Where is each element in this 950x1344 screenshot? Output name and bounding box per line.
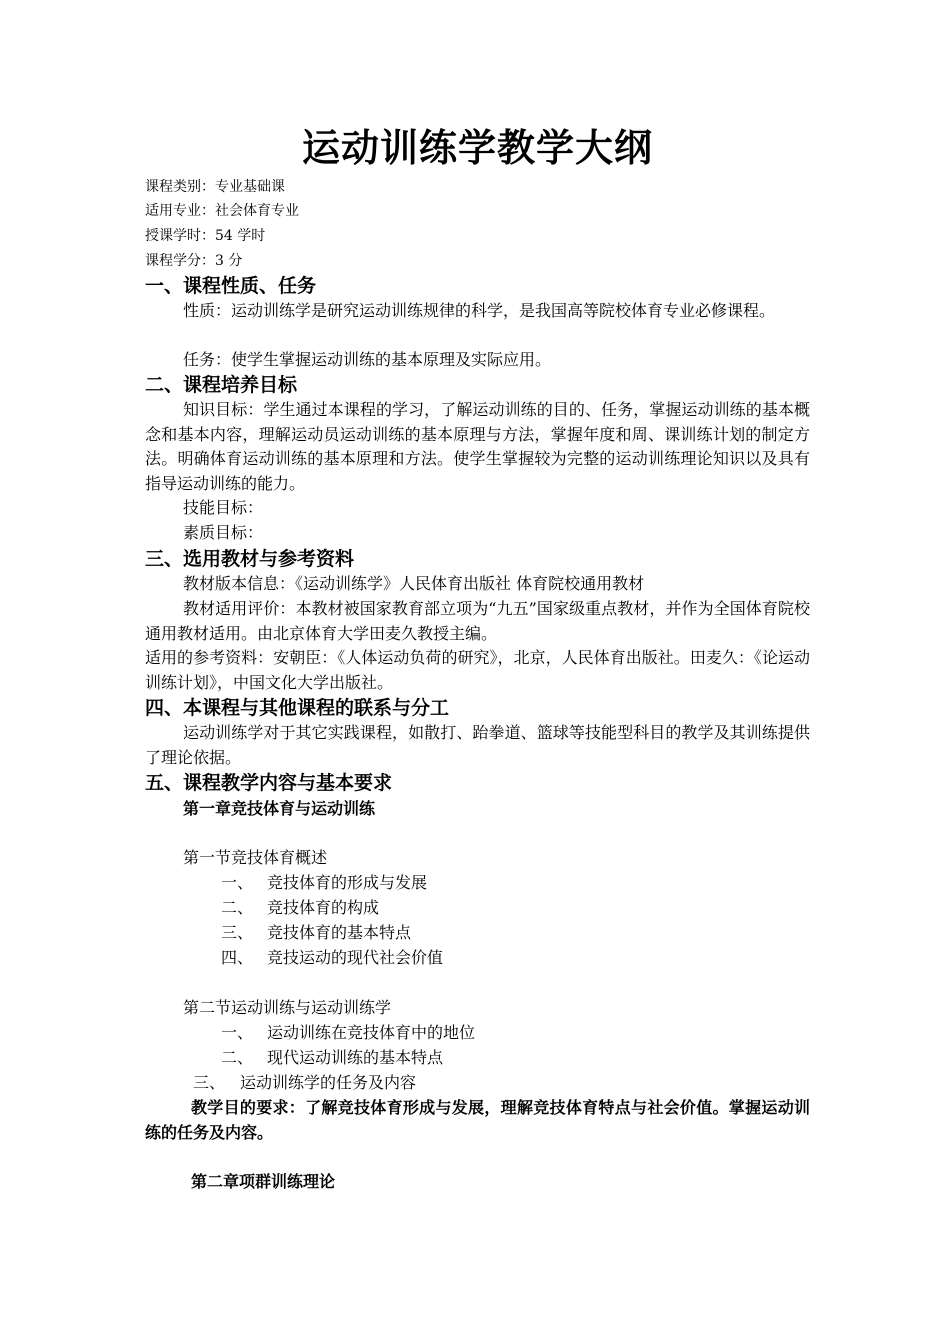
- list-item-text: 竞技运动的现代社会价值: [267, 948, 444, 967]
- section1-task: 任务：使学生掌握运动训练的基本原理及实际应用。: [183, 350, 552, 369]
- list-item-number: 一、: [221, 873, 254, 892]
- list-item-number: 二、: [221, 898, 254, 917]
- list-item-number: 三、: [193, 1073, 226, 1092]
- meta-category: 课程类别：专业基础课: [145, 179, 285, 195]
- list-item: [221, 921, 411, 945]
- list-item-number: 一、: [221, 1023, 254, 1042]
- list-item: [221, 871, 427, 895]
- list-item-text: 竞技体育的基本特点: [267, 923, 412, 942]
- section4-heading: 四、本课程与其他课程的联系与分工: [145, 697, 450, 719]
- meta-hours: 授课学时：54 学时: [145, 228, 266, 244]
- section2-knowledge: 知识目标：学生通过本课程的学习，了解运动训练的目的、任务，掌握运动训练的基本概念和基本内容，理解运动员运动训练的基本原理与方法，掌握年度和周、课训练计划的制定方法。明确体育运动训练的基本原理和方法。使学生掌握较为完整的运动训练理论知识以及具有指导运动训练的能力。: [145, 400, 810, 493]
- chapter1-section-a-title: 第一节竞技体育概述: [183, 848, 328, 867]
- list-item-number: 四、: [221, 948, 254, 967]
- section3-version: 教材版本信息：《运动训练学》人民体育出版社 体育院校通用教材: [183, 574, 645, 593]
- chapter1-section-b-title: 第二节运动训练与运动训练学: [183, 998, 392, 1017]
- section2-heading: 二、课程培养目标: [145, 374, 298, 396]
- list-item: [221, 896, 379, 920]
- section3-heading: 三、选用教材与参考资料: [145, 548, 355, 570]
- list-item-text: 竞技体育的构成: [267, 898, 380, 917]
- section1-heading: 一、课程性质、任务: [145, 275, 317, 297]
- meta-credits: 课程学分：3 分: [145, 253, 243, 269]
- list-item-text: 竞技体育的形成与发展: [267, 873, 428, 892]
- section5-heading: 五、课程教学内容与基本要求: [145, 772, 393, 794]
- list-item: [221, 1046, 443, 1070]
- list-item: [193, 1071, 416, 1095]
- list-item-number: 二、: [221, 1048, 254, 1067]
- meta-major: 适用专业：社会体育专业: [145, 203, 299, 219]
- list-item-text: 运动训练学的任务及内容: [240, 1073, 417, 1092]
- chapter1-title: 第一章竞技体育与运动训练: [183, 799, 376, 818]
- list-item: [221, 946, 443, 970]
- section3-references: 适用的参考资料：安朝臣：《人体运动负荷的研究》，北京，人民体育出版社。田麦久：《论运动训练计划》，中国文化大学出版社。: [145, 648, 810, 692]
- chapter2-title: 第二章项群训练理论: [191, 1172, 336, 1191]
- section4-text: 运动训练学对于其它实践课程，如散打、跆拳道、篮球等技能型科目的教学及其训练提供了理论依据。: [145, 723, 810, 767]
- section2-quality: 素质目标：: [183, 523, 264, 542]
- section2-skill: 技能目标：: [183, 498, 264, 517]
- list-item: [221, 1021, 475, 1045]
- chapter1-requirement: 教学目的要求：了解竞技体育形成与发展，理解竞技体育特点与社会价值。掌握运动训练的任务及内容。: [145, 1098, 810, 1142]
- document-title: 运动训练学教学大纲: [301, 126, 653, 170]
- section3-evaluation: 教材适用评价：本教材被国家教育部立项为“九五”国家级重点教材，并作为全国体育院校通用教材适用。由北京体育大学田麦久教授主编。: [145, 599, 810, 643]
- list-item-number: 三、: [221, 923, 254, 942]
- list-item-text: 运动训练在竞技体育中的地位: [267, 1023, 476, 1042]
- section1-nature: 性质：运动训练学是研究运动训练规律的科学，是我国高等院校体育专业必修课程。: [183, 301, 776, 320]
- list-item-text: 现代运动训练的基本特点: [267, 1048, 444, 1067]
